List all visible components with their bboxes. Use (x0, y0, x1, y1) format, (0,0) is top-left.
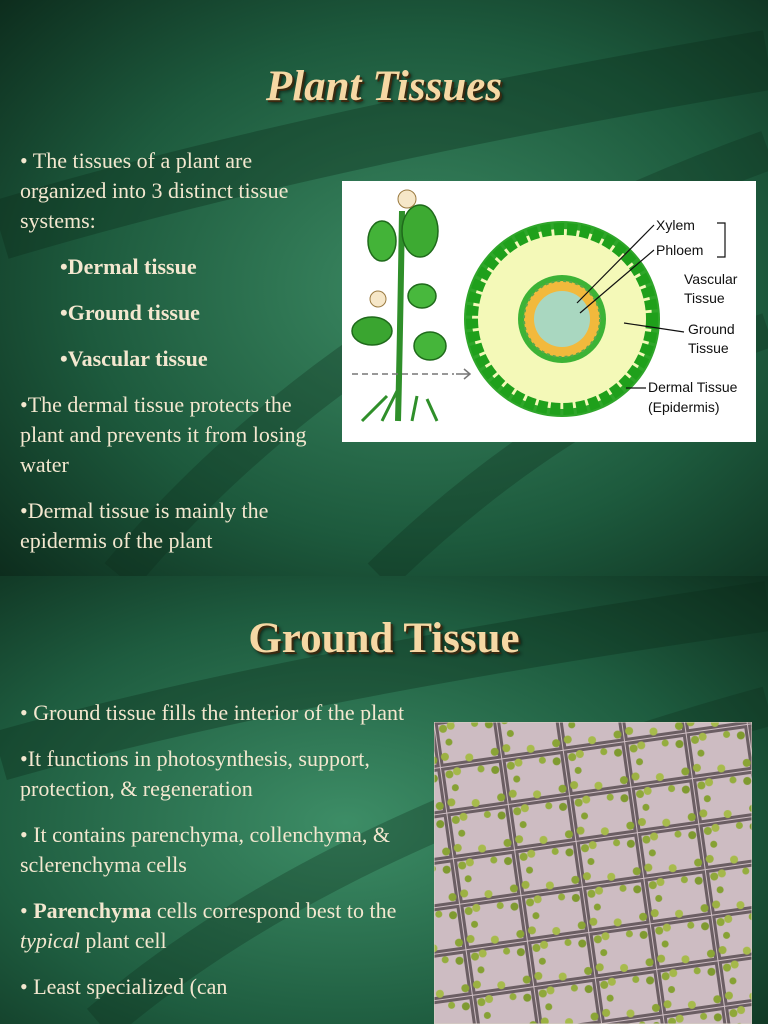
plant-tissue-diagram (342, 181, 756, 442)
cell-types-text: • It contains parenchyma, collenchyma, & sclerenchyma cells (20, 822, 390, 877)
system-dermal: •Dermal tissue (60, 254, 197, 279)
label-phloem: Phloem (656, 242, 704, 258)
slide-ground-tissue (0, 576, 768, 1024)
dermal-epidermis-text: •Dermal tissue is mainly the epidermis of the plant (20, 498, 269, 553)
slide-title: Plant Tissues (265, 63, 503, 110)
parenchyma-mid: cells correspond best to the (151, 898, 397, 923)
dermal-protects-text: •The dermal tissue protects the plant and prevents it from losing water (20, 392, 307, 477)
functions-text: •It functions in photosynthesis, support, protection, & regeneration (20, 746, 370, 801)
slide-title: Ground Tissue (248, 615, 520, 662)
label-vascular-2: Tissue (684, 290, 725, 306)
slide-body (20, 698, 425, 1018)
parenchyma-micrograph (434, 722, 752, 1024)
bullet: • (20, 898, 34, 923)
label-ground-1: Ground (688, 321, 735, 337)
system-vascular: •Vascular tissue (60, 346, 208, 371)
label-dermal-1: Dermal Tissue (648, 379, 738, 395)
label-ground-2: Tissue (688, 340, 729, 356)
system-ground: •Ground tissue (60, 300, 200, 325)
least-specialized-text: • Least specialized (can (20, 974, 228, 999)
intro-text: • The tissues of a plant are organized into 3 distinct tissue systems: (20, 148, 289, 233)
label-xylem: Xylem (656, 217, 695, 233)
label-vascular-1: Vascular (684, 271, 738, 287)
fills-interior-text: • Ground tissue fills the interior of the plant (20, 700, 405, 725)
label-dermal-2: (Epidermis) (648, 399, 720, 415)
parenchyma-text (20, 896, 425, 956)
parenchyma-end: plant cell (79, 928, 167, 953)
slide-body (20, 146, 340, 572)
parenchyma-term: Parenchyma (33, 898, 152, 923)
typical-term: typical (20, 928, 80, 953)
